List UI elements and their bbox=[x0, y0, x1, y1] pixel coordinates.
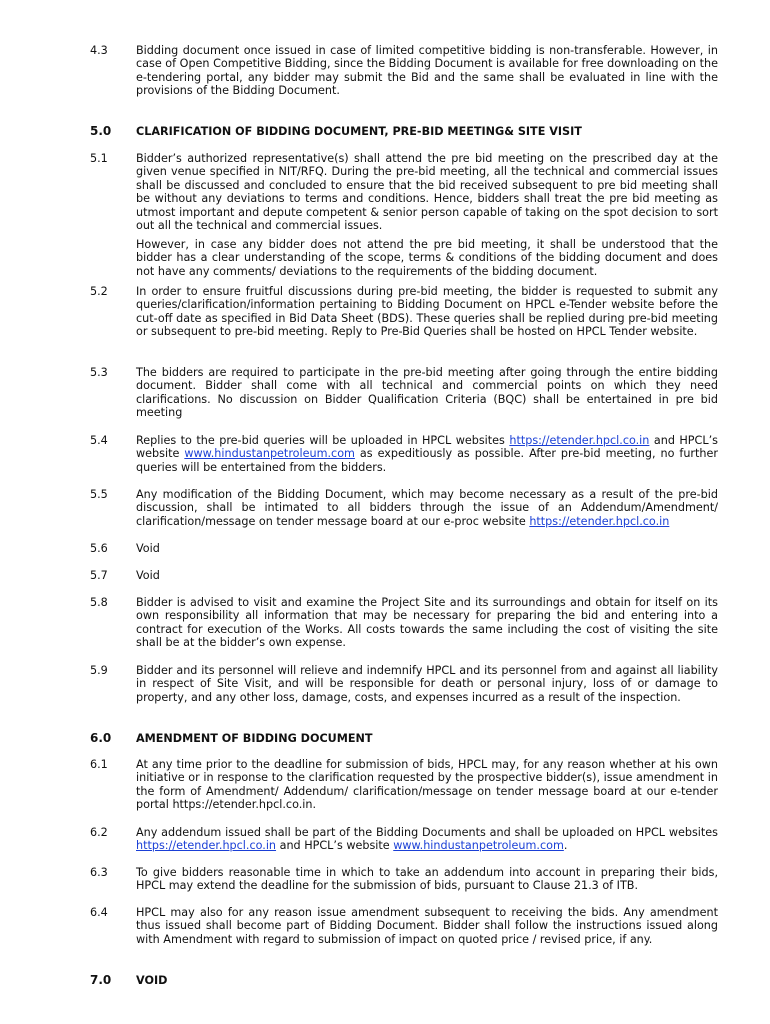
hindustanpetroleum-link[interactable]: www.hindustanpetroleum.com bbox=[184, 447, 355, 461]
etender-link[interactable]: https://etender.hpcl.co.in bbox=[529, 514, 670, 528]
text-segment: and HPCL’s website bbox=[276, 839, 394, 853]
text-segment: Replies to the pre-bid queries will be uploaded in HPCL websites bbox=[136, 434, 510, 447]
section-title: AMENDMENT OF BIDDING DOCUMENT bbox=[136, 732, 373, 745]
clause-number: 5.7 bbox=[90, 569, 108, 582]
clause-text: Bidding document once issued in case of limited competitive bidding is non-transferable. However, in case of Open Competitive Bidding, since the Bidding Document is available for free downloading on the e-tendering portal, any bidder may submit the Bid and the same shall be evaluated in line with the provisions of the Bidding Document. bbox=[136, 44, 718, 98]
clause-number: 6.3 bbox=[90, 866, 108, 879]
clause-text: Bidder and its personnel will relieve and indemnify HPCL and its personnel from and against all liability in respect of Site Visit, and will be responsible for death or personal injury, loss of or damage to property, and any other loss, damage, costs, and expenses incurred as a result of the inspection. bbox=[136, 664, 718, 704]
clause-text: The bidders are required to participate in the pre-bid meeting after going through the entire bidding document. Bidder shall come with all technical and commercial points on which they need clarifications. No discussion on Bidder Qualification Criteria (BQC) shall be entertained in pre bid meeting bbox=[136, 366, 718, 420]
section-number: 6.0 bbox=[90, 731, 112, 745]
clause-text bbox=[136, 434, 718, 474]
text-segment: Any addendum issued shall be part of the Bidding Documents and shall be uploaded on HPCL websites bbox=[136, 826, 718, 839]
clause-text bbox=[136, 488, 718, 528]
clause-text: Bidder’s authorized representative(s) shall attend the pre bid meeting on the prescribed day at the given venue specified in NIT/RFQ. During the pre-bid meeting, all the technical and commercial issues shall be discussed and concluded to ensure that the bid received subsequent to pre bid meeting shall be without any deviations to terms and conditions. Hence, bidders shall treat the pre bid meeting as utmost important and depute competent & senior person capable of taking on the spot decision to sort out all the technical and commercial issues. bbox=[136, 152, 718, 233]
clause-number: 5.4 bbox=[90, 434, 108, 447]
section-number: 7.0 bbox=[90, 973, 112, 987]
etender-link[interactable]: https://etender.hpcl.co.in bbox=[509, 434, 650, 447]
text-segment: and HPCL’s website bbox=[136, 434, 718, 461]
section-title: VOID bbox=[136, 974, 168, 987]
section-number: 5.0 bbox=[90, 124, 112, 138]
clause-number: 5.8 bbox=[90, 596, 108, 609]
hindustanpetroleum-link[interactable]: www.hindustanpetroleum.com bbox=[393, 839, 564, 853]
clause-text: Void bbox=[136, 542, 160, 555]
clause-text: At any time prior to the deadline for submission of bids, HPCL may, for any reason whether at his own initiative or in response to the clarification requested by the prospective bidder(s), issue amendment in the form of Amendment/ Addendum/ clarification/message on tender message board at our e-tender portal https://etender.hpcl.co.in. bbox=[136, 758, 718, 812]
clause-number: 5.2 bbox=[90, 285, 108, 298]
clause-number: 5.9 bbox=[90, 664, 108, 677]
clause-number: 5.3 bbox=[90, 366, 108, 379]
clause-number: 5.1 bbox=[90, 152, 108, 165]
text-segment: . bbox=[563, 839, 568, 853]
clause-text: In order to ensure fruitful discussions during pre-bid meeting, the bidder is requested to submit any queries/clarification/information pertaining to Bidding Document on HPCL e-Tender website before the cut-off date as specified in Bid Data Sheet (BDS). These queries shall be replied during pre-bid meeting or subsequent to pre-bid meeting. Reply to Pre-Bid Queries shall be hosted on HPCL Tender website. bbox=[136, 285, 718, 339]
clause-number: 6.1 bbox=[90, 758, 108, 771]
clause-text: Bidder is advised to visit and examine the Project Site and its surroundings and obtain for itself on its own responsibility all information that may be necessary for preparing the bid and entering into a contract for execution of the Works. All costs towards the same including the cost of visiting the site shall be at the bidder’s own expense. bbox=[136, 596, 718, 650]
clause-text: HPCL may also for any reason issue amendment subsequent to receiving the bids. Any amendment thus issued shall become part of Bidding Document. Bidder shall follow the instructions issued along with Amendment with regard to submission of impact on quoted price / revised price, if any. bbox=[136, 906, 718, 946]
text-segment: as expeditiously as possible. After pre-bid meeting, no further queries will be entertained from the bidders. bbox=[136, 447, 718, 474]
clause-text: Void bbox=[136, 569, 160, 582]
etender-link[interactable]: https://etender.hpcl.co.in bbox=[136, 839, 277, 853]
clause-number: 6.4 bbox=[90, 906, 108, 919]
clause-number: 5.5 bbox=[90, 488, 108, 501]
clause-text: To give bidders reasonable time in which to take an addendum into account in preparing their bids, HPCL may extend the deadline for the submission of bids, pursuant to Clause 21.3 of ITB. bbox=[136, 866, 718, 893]
clause-number: 4.3 bbox=[90, 44, 108, 57]
clause-number: 5.6 bbox=[90, 542, 108, 555]
clause-text-continued: However, in case any bidder does not attend the pre bid meeting, it shall be understood that the bidder has a clear understanding of the scope, terms & conditions of the bidding document and does not have any comments/ deviations to the requirements of the bidding document. bbox=[136, 238, 718, 278]
text-segment: Any modification of the Bidding Document, which may become necessary as a result of the pre-bid discussion, shall be intimated to all bidders through the issue of an Addendum/Amendment/ clarification/message on tender message board at our e-proc website bbox=[136, 488, 718, 528]
clause-text bbox=[136, 826, 718, 853]
clause-number: 6.2 bbox=[90, 826, 108, 839]
section-title: CLARIFICATION OF BIDDING DOCUMENT, PRE-BID MEETING& SITE VISIT bbox=[136, 125, 582, 138]
